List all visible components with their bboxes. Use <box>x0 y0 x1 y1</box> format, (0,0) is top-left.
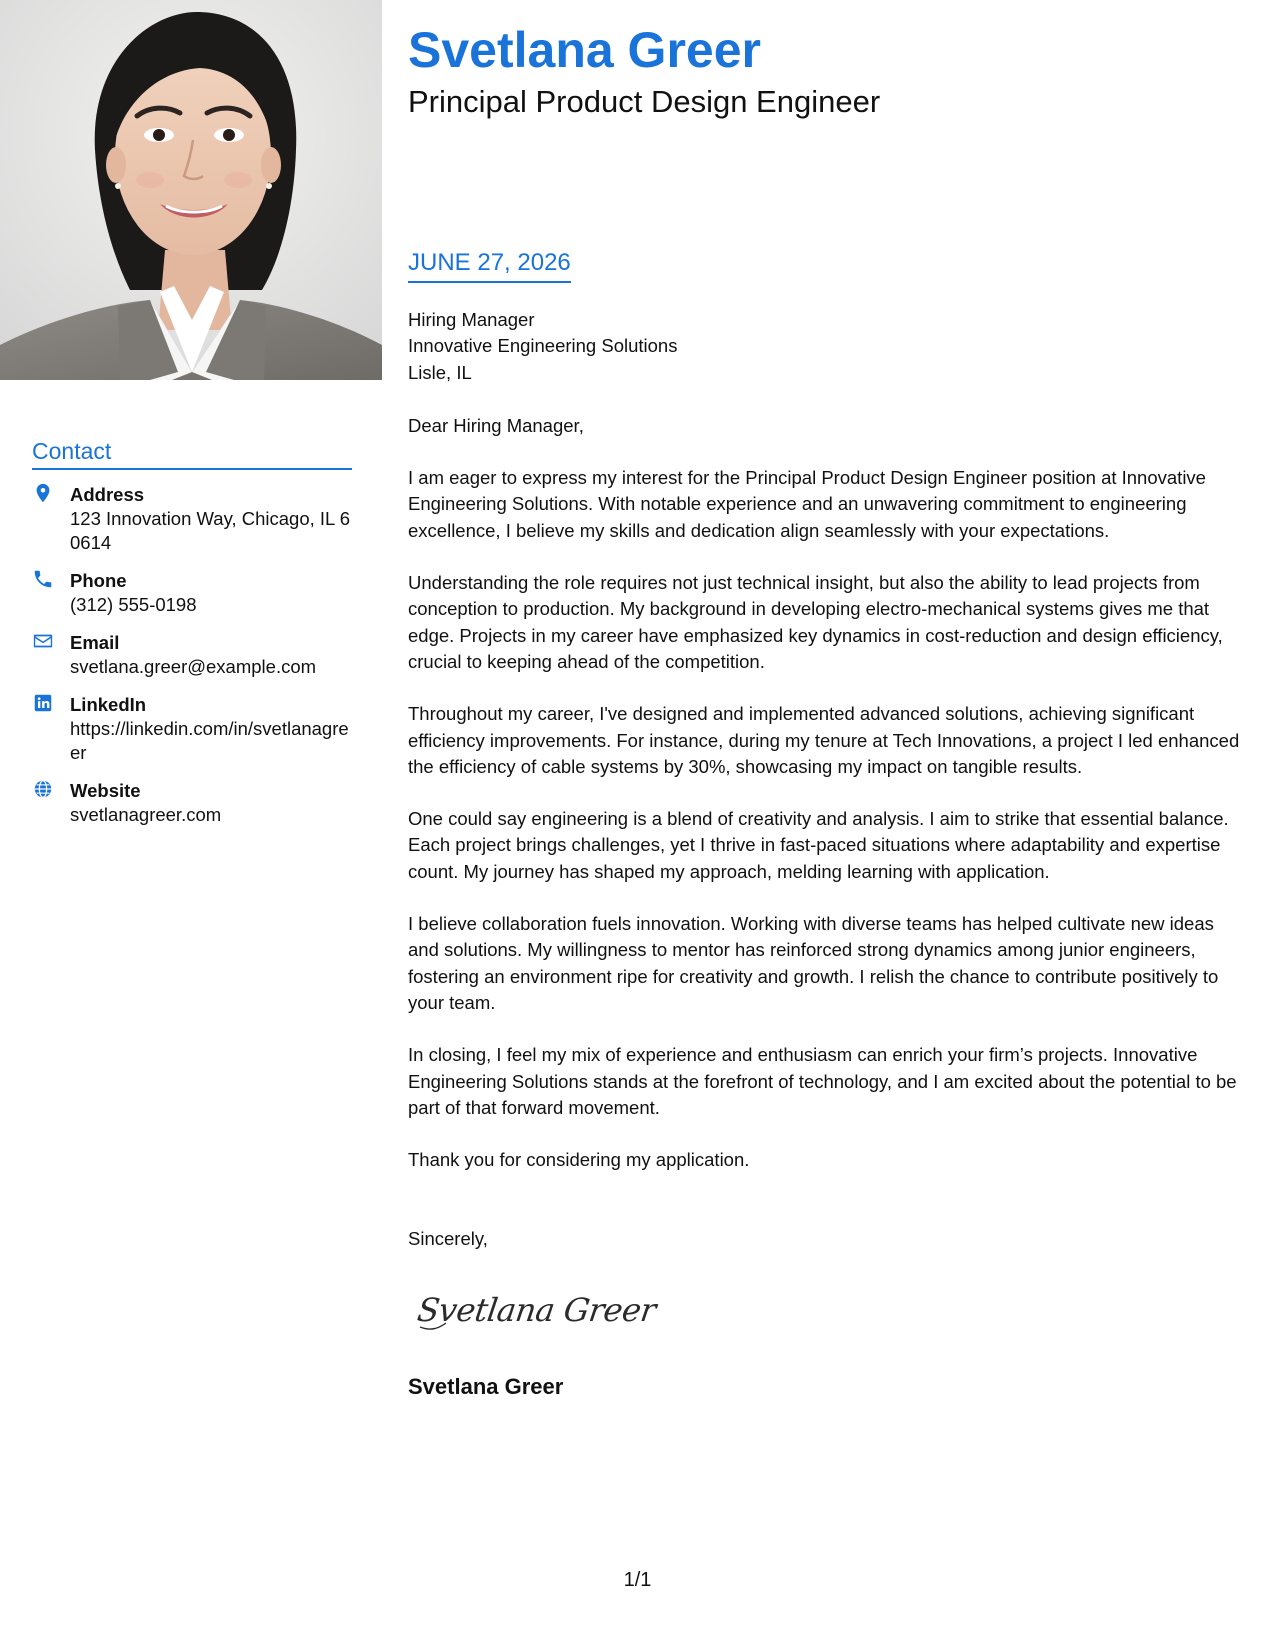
globe-icon <box>32 778 54 800</box>
contact-item-email <box>32 630 352 679</box>
body-paragraph: In closing, I feel my mix of experience and enthusiasm can enrich your firm’s projects. Innovative Engineering Solutions stands at the forefront of technology, and I am excited about the potential to be part of that forward movement. <box>408 1044 1237 1118</box>
contact-label: Address <box>70 484 145 505</box>
body-paragraph: I am eager to express my interest for the Principal Product Design Engineer position at Innovative Engineering Solutions. With notable experience and an unwavering commitment to engineering excellence, I believe my skills and dedication align seamlessly with your expectations. <box>408 467 1206 541</box>
recipient-name: Hiring Manager <box>408 309 535 330</box>
signed-name: Svetlana Greer <box>408 1374 564 1400</box>
contact-item-linkedin <box>32 692 352 765</box>
contact-heading: Contact <box>32 436 352 470</box>
applicant-name: Svetlana Greer <box>408 22 761 78</box>
body-paragraph: One could say engineering is a blend of creativity and analysis. I aim to strike that essential balance. Each project brings challenges, yet I thrive in fast-paced situations where adaptability and expertise count. My journey has shaped my approach, melding learning with application. <box>408 808 1229 882</box>
phone-value: (312) 555-0198 <box>70 594 197 615</box>
body-paragraph: Thank you for considering my application. <box>408 1149 750 1171</box>
contact-item-address <box>32 482 352 555</box>
contact-label: LinkedIn <box>70 694 147 715</box>
linkedin-value[interactable]: https://linkedin.com/in/svetlanagreer <box>70 718 349 763</box>
letter-body <box>408 307 1243 1402</box>
profile-photo <box>0 0 382 380</box>
recipient-location: Lisle, IL <box>408 361 472 383</box>
body-paragraph: I believe collaboration fuels innovation. Working with diverse teams has helped cultivate new ideas and solutions. My willingness to mentor has reinforced strong dynamics among junior engineers, fostering an environment ripe for creativity and growth. I relish the chance to contribute positively to your team. <box>408 913 1219 1013</box>
body-paragraph: Throughout my career, I've designed and implemented advanced solutions, achieving significant efficiency improvements. For instance, during my tenure at Tech Innovations, a project I led enhanced the efficiency of cable systems by 30%, showcasing my impact on tangible results. <box>408 703 1240 777</box>
salutation: Dear Hiring Manager, <box>408 414 584 436</box>
handwritten-signature <box>416 1279 676 1339</box>
address-value: 123 Innovation Way, Chicago, IL 60614 <box>70 508 351 553</box>
contact-section <box>32 436 352 840</box>
contact-item-website <box>32 778 352 827</box>
page-number: 1/1 <box>623 1569 652 1591</box>
closing: Sincerely, <box>408 1228 488 1250</box>
phone-icon <box>32 568 54 590</box>
recipient-company: Innovative Engineering Solutions <box>408 335 678 357</box>
email-value: svetlana.greer@example.com <box>70 656 317 677</box>
contact-label: Website <box>70 780 141 801</box>
email-icon <box>32 630 54 652</box>
linkedin-icon <box>32 692 54 714</box>
svg-text:Svetlana Greer: Svetlana Greer <box>416 1290 659 1329</box>
contact-label: Phone <box>70 570 127 591</box>
recipient-block <box>408 307 1243 386</box>
job-title: Principal Product Design Engineer <box>408 84 881 119</box>
contact-item-phone <box>32 568 352 617</box>
contact-label: Email <box>70 632 120 653</box>
website-value[interactable]: svetlanagreer.com <box>70 804 222 825</box>
location-pin-icon <box>32 482 54 504</box>
letter-date: JUNE 27, 2026 <box>408 248 571 283</box>
body-paragraph: Understanding the role requires not just technical insight, but also the ability to lead projects from conception to production. My background in developing electro-mechanical systems gives me that edge. Projects in my career have emphasized key dynamics in cost-reduction and design efficiency, crucial to keeping ahead of the competition. <box>408 572 1223 672</box>
